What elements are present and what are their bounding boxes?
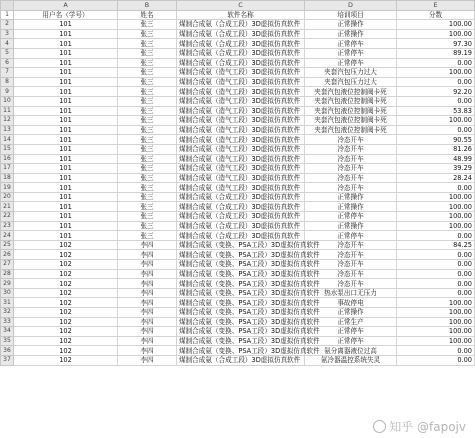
- row-number[interactable]: 11: [1, 106, 14, 116]
- cell-name[interactable]: 李四: [118, 327, 177, 337]
- table-row: [1, 279, 475, 289]
- cell-name[interactable]: 李四: [118, 250, 177, 260]
- cell-training[interactable]: 正常停车: [305, 327, 397, 337]
- cell-username[interactable]: 102: [14, 327, 118, 337]
- table-row: [1, 327, 475, 337]
- cell-training[interactable]: 氨冷器温控系统失灵: [305, 355, 397, 365]
- cell-name[interactable]: 张三: [118, 144, 177, 154]
- cell-username[interactable]: 102: [14, 250, 118, 260]
- cell-training[interactable]: 正常停车: [305, 48, 397, 58]
- table-row: [1, 288, 475, 298]
- table-row: [1, 164, 475, 174]
- cell-score[interactable]: 84.25: [397, 240, 475, 250]
- row-number[interactable]: 37: [1, 355, 14, 365]
- cell-training[interactable]: 冷态开车: [305, 135, 397, 145]
- cell-name[interactable]: 张三: [118, 87, 177, 97]
- cell-training[interactable]: 夹套汽包液位控制阀卡死: [305, 125, 397, 135]
- cell-username[interactable]: 101: [14, 154, 118, 164]
- table-row: [1, 250, 475, 260]
- cell-username[interactable]: 101: [14, 173, 118, 183]
- cell-software[interactable]: 煤制合成氨（造气工段）3D虚拟仿真软件: [177, 173, 305, 183]
- row-number[interactable]: 19: [1, 183, 14, 193]
- cell-software[interactable]: 煤制合成氨（造气工段）3D虚拟仿真软件: [177, 87, 305, 97]
- select-all-corner[interactable]: [1, 1, 14, 11]
- table-row: [1, 231, 475, 241]
- table-row: [1, 355, 475, 365]
- cell-training[interactable]: 正常操作: [305, 20, 397, 30]
- row-number[interactable]: 32: [1, 308, 14, 318]
- cell-software[interactable]: 煤制合成氨（造气工段）3D虚拟仿真软件: [177, 154, 305, 164]
- cell-name[interactable]: 李四: [118, 308, 177, 318]
- column-header-c[interactable]: C: [177, 1, 305, 11]
- cell-score[interactable]: 100.00: [397, 29, 475, 39]
- cell-training[interactable]: 正常操作: [305, 202, 397, 212]
- cell-username[interactable]: 101: [14, 183, 118, 193]
- cell-software[interactable]: 煤制合成氨（合成工段）3D虚拟仿真软件: [177, 39, 305, 49]
- cell-score[interactable]: 0.00: [397, 355, 475, 365]
- cell-score[interactable]: 0.00: [397, 77, 475, 87]
- cell-username[interactable]: 101: [14, 58, 118, 68]
- table-row: [1, 48, 475, 58]
- cell-username[interactable]: 101: [14, 212, 118, 222]
- row-number[interactable]: 8: [1, 77, 14, 87]
- cell-software[interactable]: 煤制合成氨（变换、PSA工段）3D虚拟仿真软件: [177, 298, 305, 308]
- cell-name[interactable]: 李四: [118, 260, 177, 270]
- cell-username[interactable]: 102: [14, 260, 118, 270]
- cell-software[interactable]: 煤制合成氨（合成工段）3D虚拟仿真软件: [177, 29, 305, 39]
- cell-software[interactable]: 煤制合成氨（合成工段）3D虚拟仿真软件: [177, 355, 305, 365]
- cell-training[interactable]: 正常操作: [305, 192, 397, 202]
- cell-score[interactable]: 92.20: [397, 87, 475, 97]
- cell-software[interactable]: 煤制合成氨（变换、PSA工段）3D虚拟仿真软件: [177, 279, 305, 289]
- cell-score[interactable]: 100.00: [397, 20, 475, 30]
- row-number[interactable]: 29: [1, 279, 14, 289]
- table-row: [1, 29, 475, 39]
- cell-name[interactable]: 张三: [118, 48, 177, 58]
- cell-software[interactable]: 煤制合成氨（造气工段）3D虚拟仿真软件: [177, 106, 305, 116]
- column-header-e[interactable]: E: [397, 1, 475, 11]
- row-number[interactable]: 33: [1, 317, 14, 327]
- cell-software[interactable]: 煤制合成氨（合成工段）3D虚拟仿真软件: [177, 231, 305, 241]
- cell-username[interactable]: 101: [14, 106, 118, 116]
- cell-training[interactable]: 冷态开车: [305, 250, 397, 260]
- table-row: [1, 68, 475, 78]
- row-number[interactable]: 10: [1, 96, 14, 106]
- cell-name[interactable]: 张三: [118, 116, 177, 126]
- cell-username[interactable]: 101: [14, 20, 118, 30]
- cell-name[interactable]: 张三: [118, 202, 177, 212]
- table-row: [1, 240, 475, 250]
- cell-name[interactable]: 张三: [118, 164, 177, 174]
- cell-username[interactable]: 101: [14, 87, 118, 97]
- cell-software[interactable]: 煤制合成氨（造气工段）3D虚拟仿真软件: [177, 144, 305, 154]
- cell-training[interactable]: 夹套汽包液位控制阀卡死: [305, 106, 397, 116]
- header-cell-username[interactable]: 用户名（学号）: [14, 10, 118, 20]
- row-number[interactable]: 7: [1, 68, 14, 78]
- cell-username[interactable]: 101: [14, 231, 118, 241]
- table-row: [1, 125, 475, 135]
- cell-training[interactable]: 氨分离器液位过高: [305, 346, 397, 356]
- row-number[interactable]: 24: [1, 231, 14, 241]
- cell-score[interactable]: 0.00: [397, 346, 475, 356]
- cell-software[interactable]: 煤制合成氨（合成工段）3D虚拟仿真软件: [177, 192, 305, 202]
- cell-score[interactable]: 0.00: [397, 279, 475, 289]
- cell-username[interactable]: 102: [14, 298, 118, 308]
- cell-software[interactable]: 煤制合成氨（合成工段）3D虚拟仿真软件: [177, 58, 305, 68]
- cell-name[interactable]: 李四: [118, 355, 177, 365]
- cell-username[interactable]: 101: [14, 221, 118, 231]
- table-row: [1, 336, 475, 346]
- cell-name[interactable]: 张三: [118, 173, 177, 183]
- cell-score[interactable]: 81.26: [397, 144, 475, 154]
- column-header-d[interactable]: D: [305, 1, 397, 11]
- cell-score[interactable]: 100.00: [397, 327, 475, 337]
- cell-username[interactable]: 102: [14, 317, 118, 327]
- cell-name[interactable]: 李四: [118, 336, 177, 346]
- header-cell-name[interactable]: 姓名: [118, 10, 177, 20]
- watermark: [373, 418, 466, 435]
- cell-software[interactable]: 煤制合成氨（合成工段）3D虚拟仿真软件: [177, 202, 305, 212]
- cell-score[interactable]: 100.00: [397, 68, 475, 78]
- watermark-icon: [373, 420, 386, 433]
- column-header-a[interactable]: A: [14, 1, 118, 11]
- cell-score[interactable]: 89.19: [397, 48, 475, 58]
- cell-software[interactable]: 煤制合成氨（变换、PSA工段）3D虚拟仿真软件: [177, 250, 305, 260]
- cell-username[interactable]: 101: [14, 77, 118, 87]
- cell-name[interactable]: 张三: [118, 96, 177, 106]
- cell-username[interactable]: 101: [14, 96, 118, 106]
- cell-username[interactable]: 101: [14, 164, 118, 174]
- cell-score[interactable]: 100.00: [397, 192, 475, 202]
- cell-name[interactable]: 张三: [118, 221, 177, 231]
- cell-training[interactable]: 正常操作: [305, 221, 397, 231]
- cell-score[interactable]: 28.24: [397, 173, 475, 183]
- cell-name[interactable]: 张三: [118, 135, 177, 145]
- cell-username[interactable]: 101: [14, 39, 118, 49]
- cell-training[interactable]: 夹套汽包液位控制阀卡死: [305, 116, 397, 126]
- cell-score[interactable]: 100.00: [397, 336, 475, 346]
- cell-software[interactable]: 煤制合成氨（造气工段）3D虚拟仿真软件: [177, 116, 305, 126]
- cell-software[interactable]: 煤制合成氨（造气工段）3D虚拟仿真软件: [177, 135, 305, 145]
- cell-software[interactable]: 煤制合成氨（变换、PSA工段）3D虚拟仿真软件: [177, 260, 305, 270]
- cell-training[interactable]: 正常生产: [305, 317, 397, 327]
- cell-name[interactable]: 张三: [118, 29, 177, 39]
- cell-name[interactable]: 李四: [118, 288, 177, 298]
- cell-training[interactable]: 冷态开车: [305, 173, 397, 183]
- cell-software[interactable]: 煤制合成氨（合成工段）3D虚拟仿真软件: [177, 221, 305, 231]
- cell-score[interactable]: 0.00: [397, 269, 475, 279]
- cell-name[interactable]: 李四: [118, 317, 177, 327]
- row-number[interactable]: 16: [1, 154, 14, 164]
- row-number[interactable]: 1: [1, 10, 14, 20]
- row-number[interactable]: 21: [1, 202, 14, 212]
- cell-score[interactable]: 53.83: [397, 106, 475, 116]
- cell-score[interactable]: 0.00: [397, 183, 475, 193]
- cell-training[interactable]: 夹套汽包压力过大: [305, 77, 397, 87]
- cell-training[interactable]: 冷态开车: [305, 164, 397, 174]
- cell-name[interactable]: 张三: [118, 212, 177, 222]
- row-number[interactable]: 30: [1, 288, 14, 298]
- cell-score[interactable]: 0.00: [397, 260, 475, 270]
- row-number[interactable]: 17: [1, 164, 14, 174]
- table-row: [1, 20, 475, 30]
- table-row: [1, 317, 475, 327]
- cell-training[interactable]: 夹套汽包液位控制阀卡死: [305, 87, 397, 97]
- cell-name[interactable]: 张三: [118, 154, 177, 164]
- table-row: [1, 116, 475, 126]
- table-row: [1, 212, 475, 222]
- row-number[interactable]: 18: [1, 173, 14, 183]
- cell-training[interactable]: 冷态开车: [305, 240, 397, 250]
- row-number[interactable]: 36: [1, 346, 14, 356]
- cell-software[interactable]: 煤制合成氨（变换、PSA工段）3D虚拟仿真软件: [177, 346, 305, 356]
- cell-username[interactable]: 102: [14, 336, 118, 346]
- table-row: [1, 269, 475, 279]
- table-row: [1, 192, 475, 202]
- cell-score[interactable]: 48.99: [397, 154, 475, 164]
- table-row: [1, 221, 475, 231]
- cell-score[interactable]: 100.00: [397, 308, 475, 318]
- cell-score[interactable]: 0.00: [397, 250, 475, 260]
- row-number[interactable]: 35: [1, 336, 14, 346]
- cell-software[interactable]: 煤制合成氨（变换、PSA工段）3D虚拟仿真软件: [177, 336, 305, 346]
- table-row: [1, 106, 475, 116]
- cell-score[interactable]: 100.00: [397, 116, 475, 126]
- cell-username[interactable]: 102: [14, 240, 118, 250]
- row-number[interactable]: 31: [1, 298, 14, 308]
- cell-name[interactable]: 张三: [118, 183, 177, 193]
- cell-score[interactable]: 90.55: [397, 135, 475, 145]
- cell-training[interactable]: 正常操作: [305, 308, 397, 318]
- cell-training[interactable]: 冷态开车: [305, 183, 397, 193]
- cell-score[interactable]: 0.00: [397, 231, 475, 241]
- cell-name[interactable]: 张三: [118, 231, 177, 241]
- cell-name[interactable]: 张三: [118, 77, 177, 87]
- cell-training[interactable]: 冷态开车: [305, 269, 397, 279]
- cell-name[interactable]: 李四: [118, 279, 177, 289]
- row-number[interactable]: 9: [1, 87, 14, 97]
- cell-name[interactable]: 李四: [118, 240, 177, 250]
- cell-name[interactable]: 张三: [118, 20, 177, 30]
- table-row: [1, 298, 475, 308]
- cell-training[interactable]: 正常停车: [305, 231, 397, 241]
- column-header-b[interactable]: B: [118, 1, 177, 11]
- row-number[interactable]: 26: [1, 250, 14, 260]
- cell-training[interactable]: 事故停电: [305, 298, 397, 308]
- row-number[interactable]: 25: [1, 240, 14, 250]
- cell-training[interactable]: 正常操作: [305, 29, 397, 39]
- cell-username[interactable]: 101: [14, 68, 118, 78]
- cell-name[interactable]: 李四: [118, 298, 177, 308]
- cell-software[interactable]: 煤制合成氨（造气工段）3D虚拟仿真软件: [177, 68, 305, 78]
- cell-username[interactable]: 101: [14, 202, 118, 212]
- cell-training[interactable]: 正常停车: [305, 212, 397, 222]
- cell-training[interactable]: 冷态开车: [305, 144, 397, 154]
- cell-score[interactable]: 100.00: [397, 317, 475, 327]
- row-number[interactable]: 23: [1, 221, 14, 231]
- table-row: [1, 39, 475, 49]
- cell-score[interactable]: 100.00: [397, 298, 475, 308]
- row-number[interactable]: 13: [1, 125, 14, 135]
- cell-software[interactable]: 煤制合成氨（变换、PSA工段）3D虚拟仿真软件: [177, 240, 305, 250]
- row-number[interactable]: 2: [1, 20, 14, 30]
- cell-training[interactable]: 夹套汽包压力过大: [305, 68, 397, 78]
- watermark-text: 知乎 @fapojv: [389, 420, 466, 434]
- cell-name[interactable]: 张三: [118, 192, 177, 202]
- table-row: [1, 96, 475, 106]
- cell-software[interactable]: 煤制合成氨（造气工段）3D虚拟仿真软件: [177, 77, 305, 87]
- cell-score[interactable]: 0.00: [397, 288, 475, 298]
- cell-score[interactable]: 0.00: [397, 96, 475, 106]
- cell-software[interactable]: 煤制合成氨（变换、PSA工段）3D虚拟仿真软件: [177, 317, 305, 327]
- cell-username[interactable]: 101: [14, 135, 118, 145]
- cell-name[interactable]: 李四: [118, 346, 177, 356]
- table-row: [1, 135, 475, 145]
- cell-software[interactable]: 煤制合成氨（造气工段）3D虚拟仿真软件: [177, 183, 305, 193]
- cell-training[interactable]: 正常停车: [305, 58, 397, 68]
- cell-username[interactable]: 101: [14, 29, 118, 39]
- cell-score[interactable]: 97.30: [397, 39, 475, 49]
- table-row: [1, 183, 475, 193]
- cell-score[interactable]: 100.00: [397, 202, 475, 212]
- row-number[interactable]: 15: [1, 144, 14, 154]
- table-row: [1, 346, 475, 356]
- table-row: [1, 144, 475, 154]
- header-cell-software[interactable]: 软件名称: [177, 10, 305, 20]
- cell-username[interactable]: 101: [14, 116, 118, 126]
- cell-username[interactable]: 102: [14, 308, 118, 318]
- cell-name[interactable]: 张三: [118, 39, 177, 49]
- row-number[interactable]: 3: [1, 29, 14, 39]
- cell-software[interactable]: 煤制合成氨（合成工段）3D虚拟仿真软件: [177, 48, 305, 58]
- cell-username[interactable]: 102: [14, 269, 118, 279]
- row-number[interactable]: 22: [1, 212, 14, 222]
- cell-software[interactable]: 煤制合成氨（造气工段）3D虚拟仿真软件: [177, 164, 305, 174]
- cell-training[interactable]: 冷态开车: [305, 154, 397, 164]
- cell-username[interactable]: 101: [14, 125, 118, 135]
- cell-name[interactable]: 张三: [118, 106, 177, 116]
- cell-software[interactable]: 煤制合成氨（变换、PSA工段）3D虚拟仿真软件: [177, 288, 305, 298]
- table-row: [1, 260, 475, 270]
- cell-software[interactable]: 煤制合成氨（造气工段）3D虚拟仿真软件: [177, 96, 305, 106]
- cell-name[interactable]: 张三: [118, 68, 177, 78]
- header-cell-training[interactable]: 培训项目: [305, 10, 397, 20]
- row-number[interactable]: 5: [1, 48, 14, 58]
- cell-username[interactable]: 102: [14, 346, 118, 356]
- column-header-row: [1, 1, 475, 11]
- row-number[interactable]: 34: [1, 327, 14, 337]
- cell-score[interactable]: 39.29: [397, 164, 475, 174]
- row-number[interactable]: 14: [1, 135, 14, 145]
- cell-training[interactable]: 热水泵出口无压力: [305, 288, 397, 298]
- table-row: [1, 154, 475, 164]
- cell-username[interactable]: 101: [14, 48, 118, 58]
- row-number[interactable]: 27: [1, 260, 14, 270]
- cell-username[interactable]: 102: [14, 279, 118, 289]
- cell-software[interactable]: 煤制合成氨（变换、PSA工段）3D虚拟仿真软件: [177, 308, 305, 318]
- row-number[interactable]: 12: [1, 116, 14, 126]
- header-cell-score[interactable]: 分数: [397, 10, 475, 20]
- table-row: [1, 173, 475, 183]
- cell-username[interactable]: 102: [14, 288, 118, 298]
- cell-software[interactable]: 煤制合成氨（变换、PSA工段）3D虚拟仿真软件: [177, 327, 305, 337]
- table-row: [1, 87, 475, 97]
- cell-name[interactable]: 李四: [118, 269, 177, 279]
- cell-score[interactable]: 100.00: [397, 221, 475, 231]
- row-number[interactable]: 6: [1, 58, 14, 68]
- row-number[interactable]: 4: [1, 39, 14, 49]
- cell-name[interactable]: 张三: [118, 58, 177, 68]
- table-header-row: [1, 10, 475, 20]
- cell-software[interactable]: 煤制合成氨（变换、PSA工段）3D虚拟仿真软件: [177, 269, 305, 279]
- cell-software[interactable]: 煤制合成氨（造气工段）3D虚拟仿真软件: [177, 125, 305, 135]
- cell-score[interactable]: 0.00: [397, 125, 475, 135]
- cell-training[interactable]: 冷态开车: [305, 279, 397, 289]
- table-row: [1, 77, 475, 87]
- cell-software[interactable]: 煤制合成氨（合成工段）3D虚拟仿真软件: [177, 20, 305, 30]
- cell-training[interactable]: 夹套汽包液位控制阀卡死: [305, 96, 397, 106]
- cell-software[interactable]: 煤制合成氨（合成工段）3D虚拟仿真软件: [177, 212, 305, 222]
- cell-username[interactable]: 102: [14, 355, 118, 365]
- cell-username[interactable]: 101: [14, 144, 118, 154]
- table-row: [1, 308, 475, 318]
- cell-name[interactable]: 张三: [118, 125, 177, 135]
- cell-training[interactable]: 冷态开车: [305, 260, 397, 270]
- cell-score[interactable]: 100.00: [397, 212, 475, 222]
- cell-username[interactable]: 101: [14, 192, 118, 202]
- cell-training[interactable]: 正常停车: [305, 336, 397, 346]
- cell-score[interactable]: 0.00: [397, 58, 475, 68]
- cell-training[interactable]: 正常停车: [305, 39, 397, 49]
- row-number[interactable]: 20: [1, 192, 14, 202]
- table-row: [1, 202, 475, 212]
- row-number[interactable]: 28: [1, 269, 14, 279]
- table-row: [1, 58, 475, 68]
